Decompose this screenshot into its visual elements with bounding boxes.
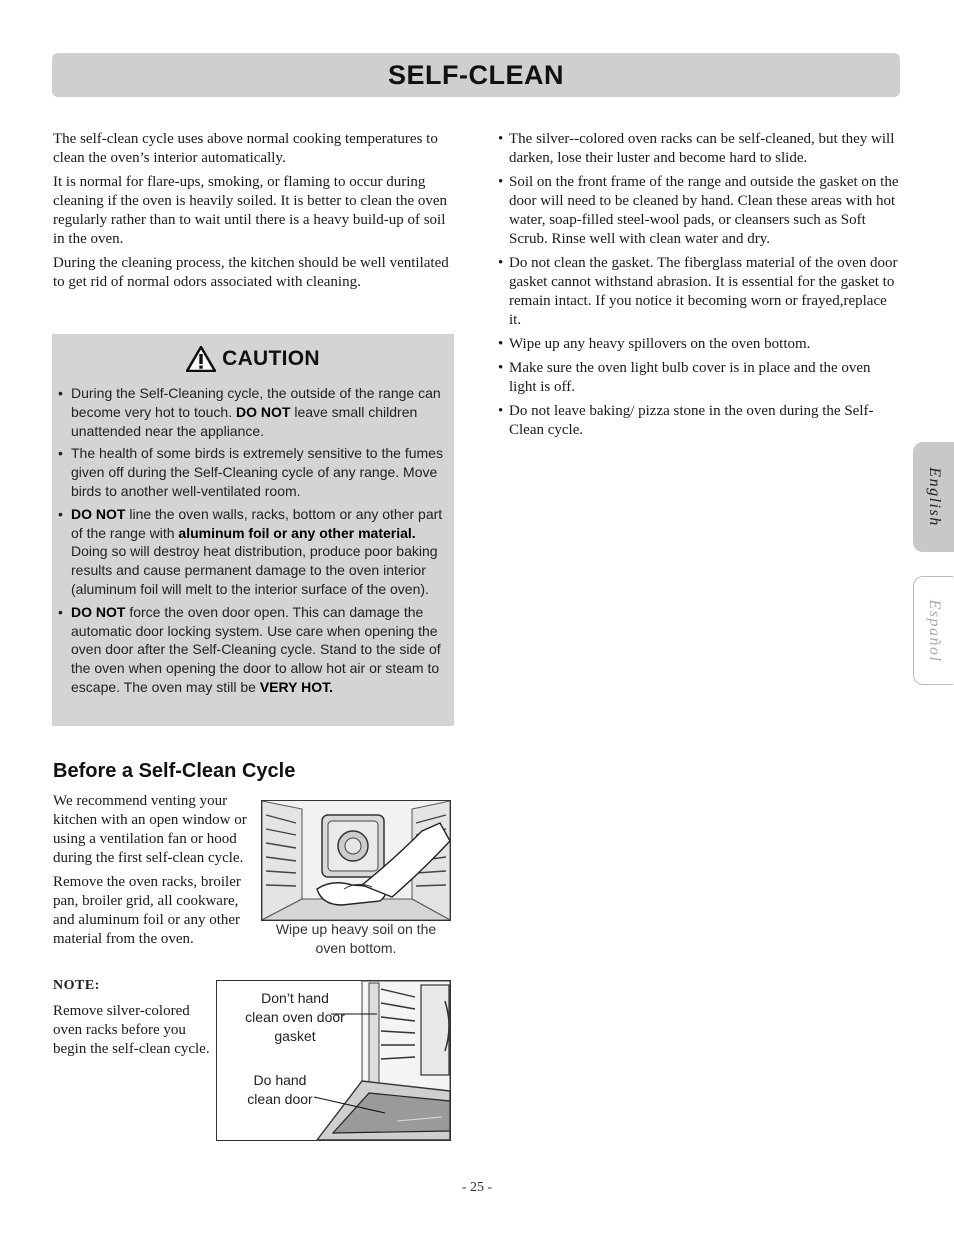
warning-icon — [186, 346, 216, 372]
intro-paragraph: During the cleaning process, the kitchen should be well ventilated to get rid of normal odors associated with cleaning. — [53, 255, 449, 290]
image-caption: Wipe up heavy soil on the oven bottom. — [275, 921, 437, 956]
tab-espanol-label: Español — [925, 599, 943, 662]
list-item: • Wipe up any heavy spillovers on the oven bottom. — [498, 335, 900, 354]
page-number: - 25 - — [461, 1180, 493, 1195]
caution-heading — [52, 346, 454, 372]
oven-interior-image — [262, 801, 450, 920]
note-section — [53, 1002, 211, 1064]
caution-item: • DO NOT force the oven door open. This can damage the automatic door locking system. Use care when opening the oven door after the Self-Cleaning cycle. Stand to the side of the oven when opening the door to allow hot air or steam to escape. The oven may still be VERY HOT. — [58, 603, 450, 697]
tab-espanol[interactable] — [913, 576, 953, 685]
intro-paragraph: It is normal for flare-ups, smoking, or flaming to occur during cleaning if the oven is heavily soiled. It is better to clean the oven regularly rather than to wait until there is a heavy build-up of soil in the oven. — [53, 174, 448, 247]
caution-item: • The health of some birds is extremely sensitive to the fumes given off during the Self-Cleaning cycle of any range. Move birds to another well-ventilated room. — [58, 444, 450, 500]
note-label: NOTE: — [53, 978, 100, 993]
list-item: • Soil on the front frame of the range and outside the gasket on the door will need to be cleaned by hand. Clean these areas with hot water, soap-filled steel-wool pads, or cleansers such as Soft Scrub. Rinse well with clean water and dry. — [498, 173, 900, 249]
tab-english-label: English — [925, 467, 943, 527]
intro-paragraph: The self-clean cycle uses above normal cooking temperatures to clean the oven’s interior automatically. — [53, 131, 438, 166]
caution-title: CAUTION — [222, 347, 320, 370]
page-header-banner — [52, 53, 900, 97]
caution-box — [52, 334, 454, 726]
tab-english[interactable] — [913, 442, 954, 552]
caution-item: • During the Self-Cleaning cycle, the outside of the range can become very hot to touch. DO NOT leave small children unattended near the appliance. — [58, 384, 450, 440]
cleaning-tips-list — [498, 130, 900, 440]
caution-list — [58, 384, 450, 701]
caution-item: • DO NOT line the oven walls, racks, bottom or any other part of the range with aluminum foil or any other material. Doing so will destroy heat distribution, produce poor baking results and cause permanent damage to the oven interior (aluminum foil will melt to the interior surface of the oven). — [58, 505, 450, 599]
list-item: • The silver--colored oven racks can be self-cleaned, but they will darken, lose their luster and become hard to slide. — [498, 130, 900, 168]
door-label: Do hand clean door — [247, 1072, 313, 1107]
section-title: Before a Self-Clean Cycle — [53, 760, 296, 782]
list-item: • Do not clean the gasket. The fiberglass material of the oven door gasket cannot withstand abrasion. It is essential for the gasket to remain intact. If you notice it becoming worn or frayed,replace it. — [498, 254, 900, 330]
right-column — [498, 130, 900, 445]
list-item: • Do not leave baking/ pizza stone in the oven during the Self-Clean cycle. — [498, 402, 900, 440]
oven-wipe-illustration — [261, 800, 451, 921]
before-paragraph: Remove the oven racks, broiler pan, broiler grid, all cookware, and aluminum foil or any other material from the oven. — [53, 874, 241, 947]
before-paragraph: We recommend venting your kitchen with an open window or using a ventilation fan or hood during the first self-clean cycle. — [53, 793, 247, 866]
page-title: SELF-CLEAN — [388, 59, 564, 90]
door-gasket-diagram — [216, 980, 451, 1141]
intro-section — [53, 130, 453, 297]
gasket-label: Don’t hand clean oven door gasket — [245, 990, 345, 1044]
list-item: • Make sure the oven light bulb cover is in place and the oven light is off. — [498, 359, 900, 397]
note-text: Remove silver-colored oven racks before you begin the self-clean cycle. — [53, 1003, 210, 1057]
before-section-text — [53, 792, 261, 954]
